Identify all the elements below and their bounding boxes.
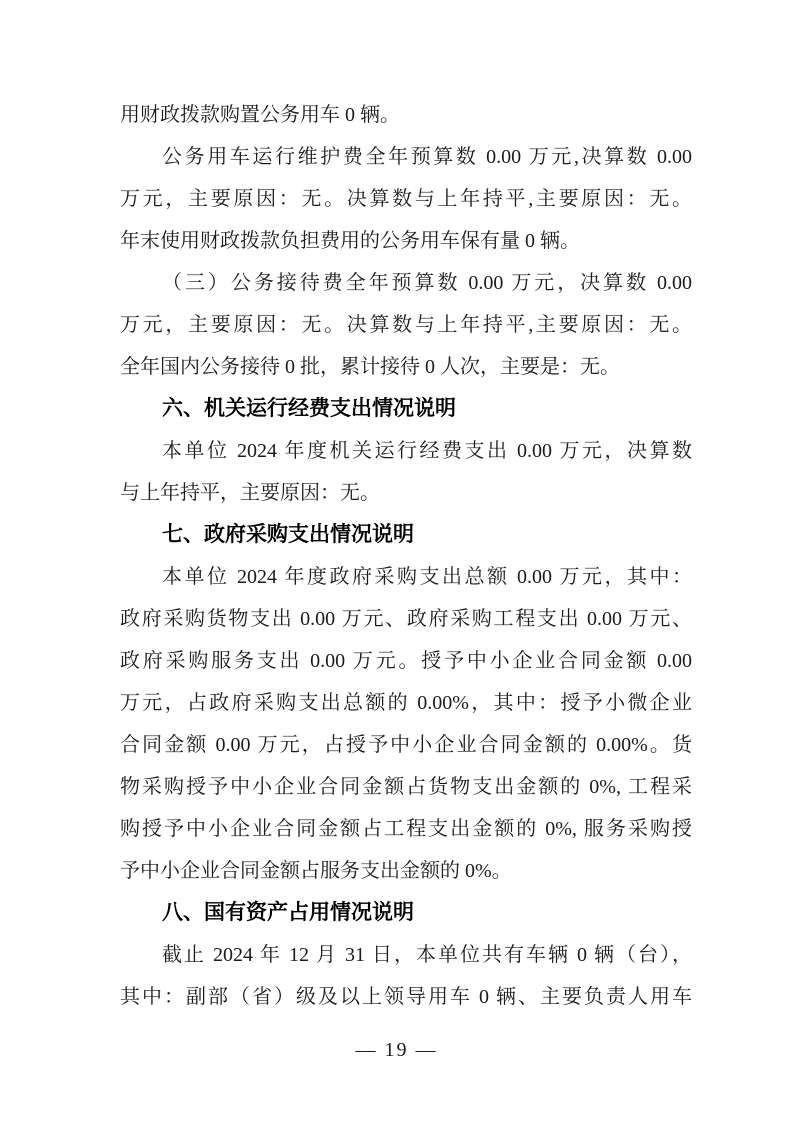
text-line: 全年国内公务接待 0 批，累计接待 0 人次，主要是：无。 [120,356,620,378]
document-body [120,94,692,1018]
text-line: 截止 2024 年 12 月 31 日，本单位共有车辆 0 辆（台）， [162,944,692,966]
text-line: 年末使用财政拨款负担费用的公务用车保有量 0 辆。 [120,230,580,252]
text-line: 政府采购服务支出 0.00 万元。授予中小企业合同金额 0.00 [120,650,692,672]
section-heading-state-owned-assets: 八、国有资产占用情况说明 [162,901,414,924]
text-line: 本单位 2024 年度政府采购支出总额 0.00 万元，其中： [162,566,692,588]
text-line: 万元，主要原因：无。决算数与上年持平,主要原因：无。 [120,188,692,210]
text-line: 政府采购货物支出 0.00 万元、政府采购工程支出 0.00 万元、 [120,608,692,630]
text-line: 万元，主要原因：无。决算数与上年持平,主要原因：无。 [120,314,692,336]
text-line: 购授予中小企业合同金额占工程支出金额的 0%, 服务采购授 [120,818,692,840]
section-heading-organ-operating-expenses: 六、机关运行经费支出情况说明 [162,397,456,420]
text-line: 公务用车运行维护费全年预算数 0.00 万元,决算数 0.00 [162,146,692,168]
section-heading-government-procurement: 七、政府采购支出情况说明 [162,523,414,546]
text-line: 物采购授予中小企业合同金额占货物支出金额的 0%, 工程采 [120,776,692,798]
text-line: 与上年持平，主要原因：无。 [120,482,380,504]
text-line: 其中：副部（省）级及以上领导用车 0 辆、主要负责人用车 [120,986,692,1008]
text-line: 用财政拨款购置公务用车 0 辆。 [120,104,400,126]
text-line: 予中小企业合同金额占服务支出金额的 0%。 [120,860,512,882]
page-number: — 19 — [355,1039,438,1061]
text-line: 万元，占政府采购支出总额的 0.00%，其中：授予小微企业 [120,692,692,714]
text-line: 合同金额 0.00 万元，占授予中小企业合同金额的 0.00%。货 [120,734,692,756]
text-line: 本单位 2024 年度机关运行经费支出 0.00 万元，决算数 [162,440,692,462]
text-line: （三）公务接待费全年预算数 0.00 万元，决算数 0.00 [162,272,692,294]
